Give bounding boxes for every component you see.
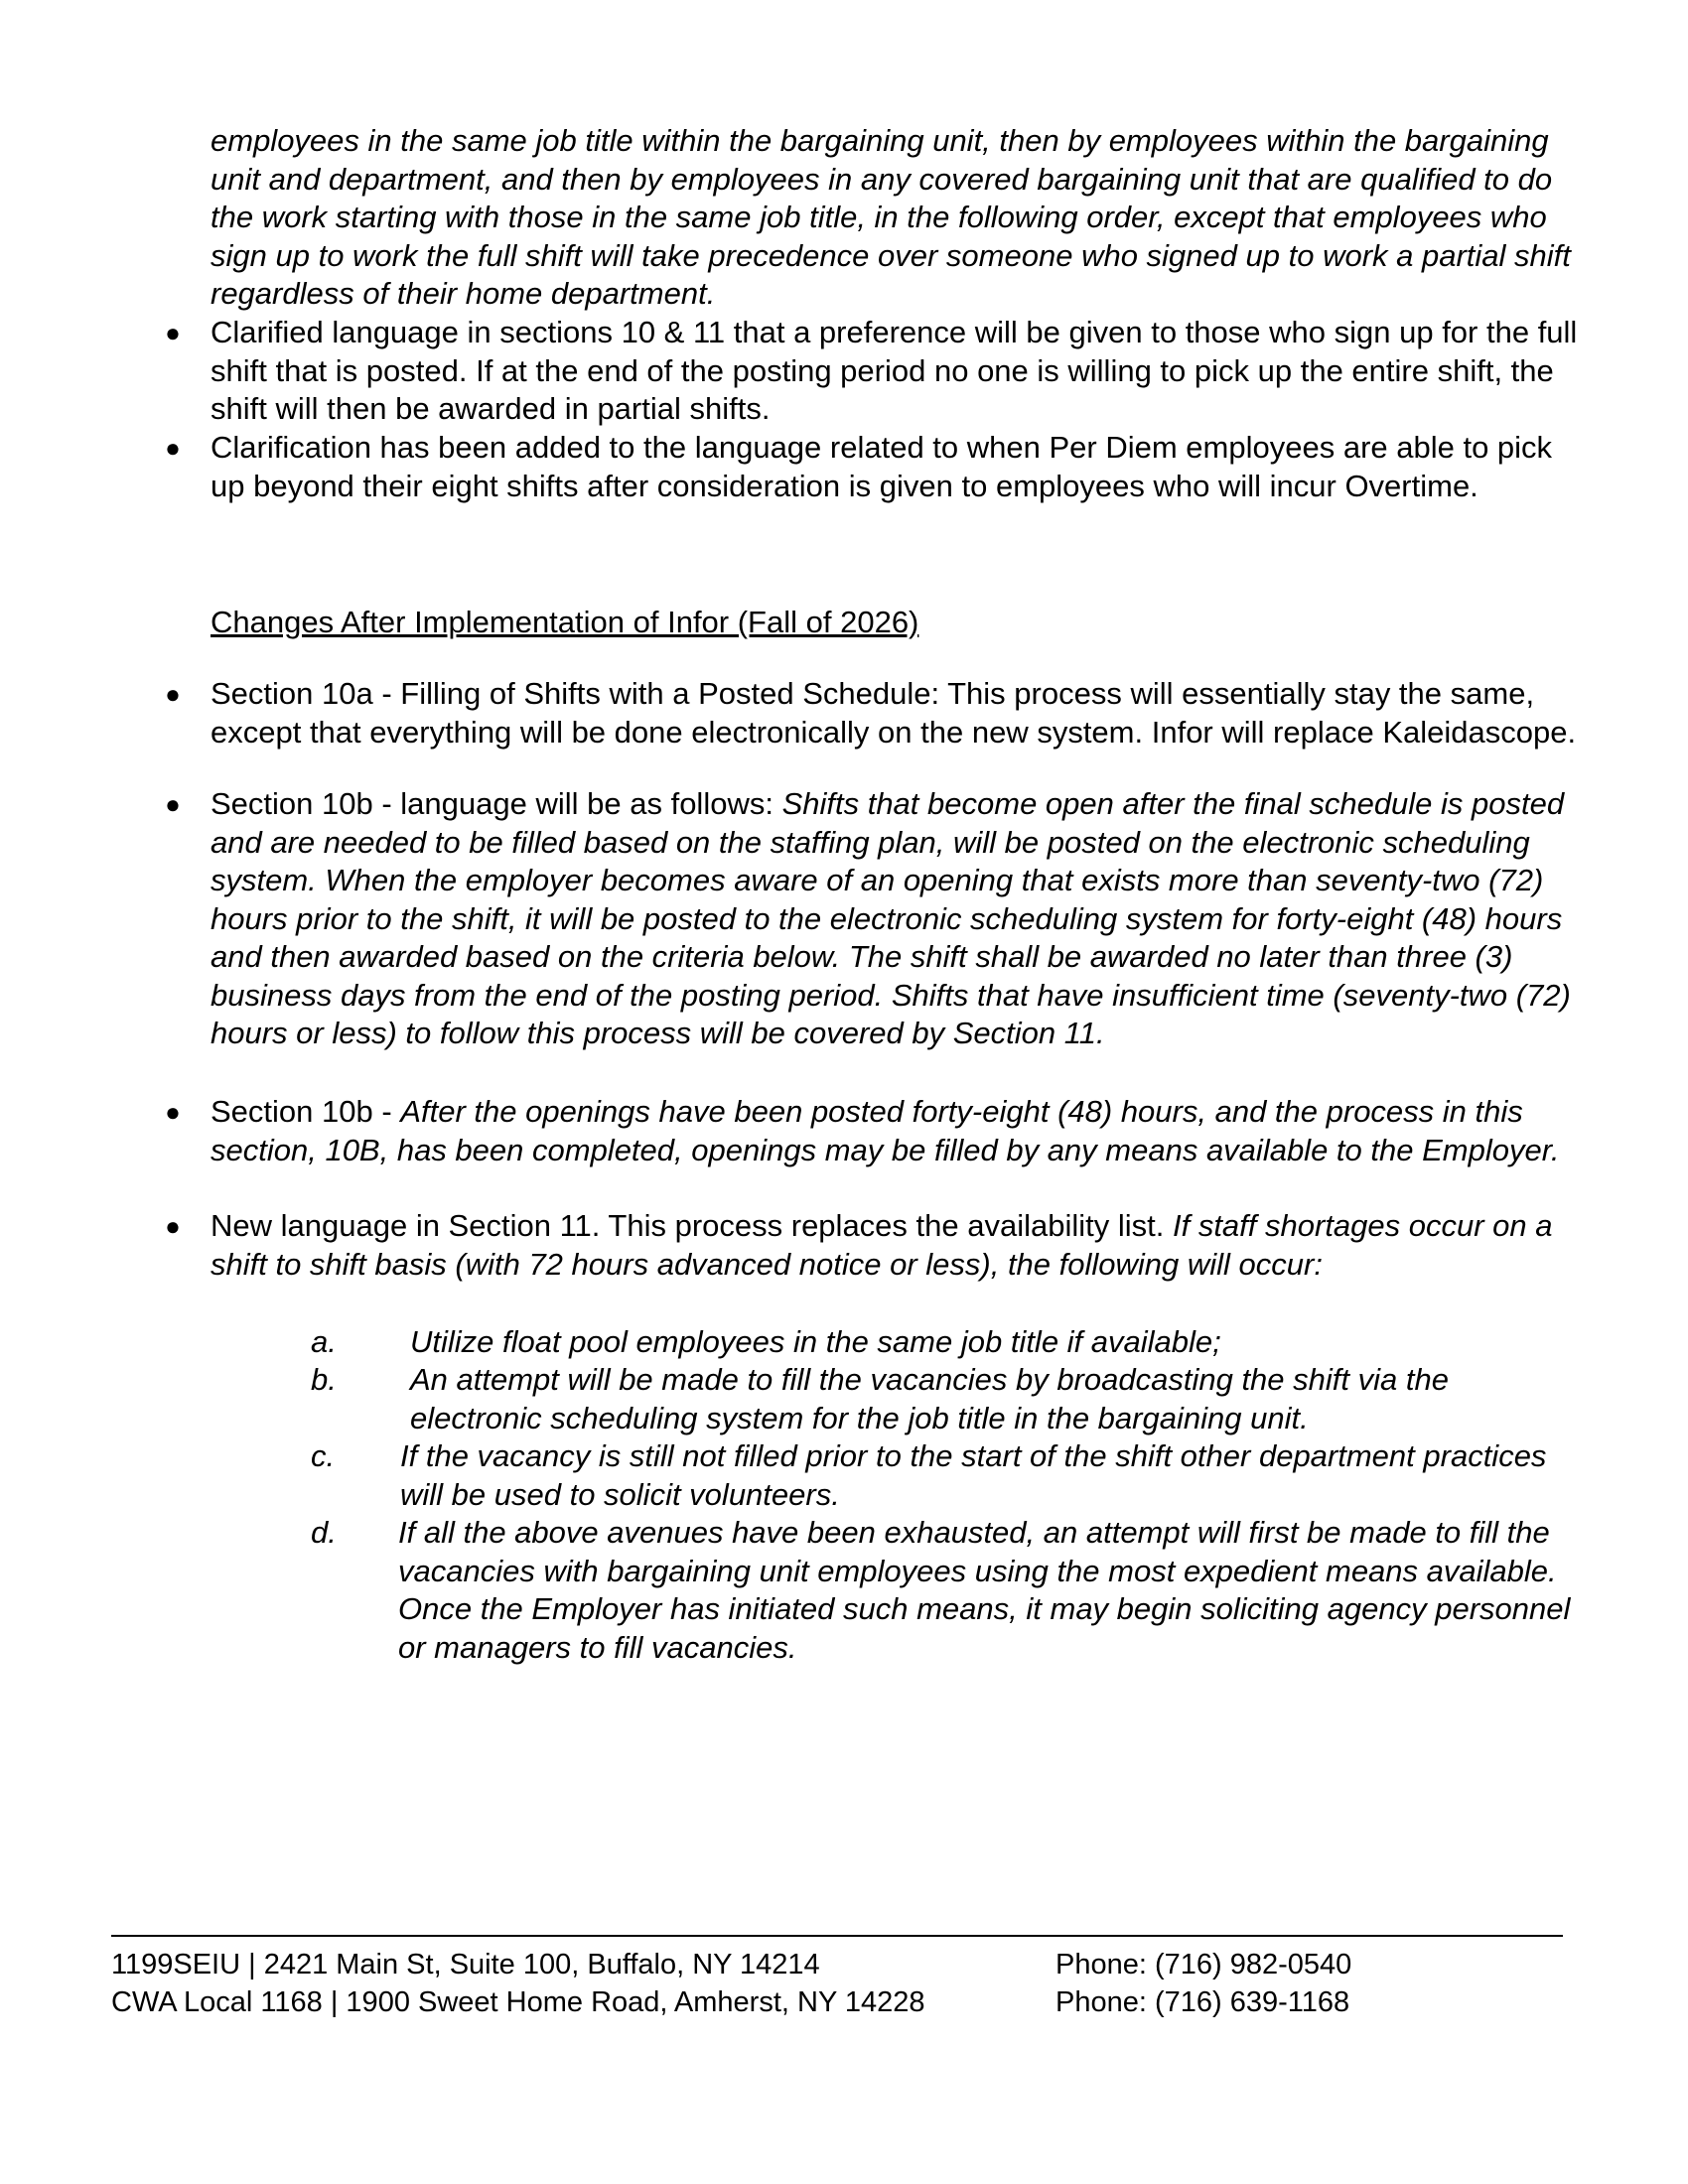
list-item — [165, 429, 1581, 505]
bullet-text-italic: After the openings have been posted forty-eight (48) hours, and the process in this section, 10B, has been completed, openings may be filled by any means available to the Employer. — [211, 1094, 1560, 1167]
bullet-icon: ● — [165, 1097, 181, 1127]
sub-item — [311, 1361, 1582, 1437]
bullet-text: Section 10b - language will be as follows: — [211, 786, 782, 821]
intro-continuation: employees in the same job title within the bargaining unit, then by employees within the bargaining unit and department, and then by employees in any covered bargaining unit that are qualified to do the work starting with those in the same job title, in the following order, except that employees who sign up to work the full shift will take precedence over someone who signed up to work a partial shift regardless of their home department. — [211, 123, 1571, 311]
bullet-text: New language in Section 11. This process replaces the availability list. — [211, 1208, 1173, 1243]
sub-item-letter: b. — [311, 1362, 337, 1397]
sub-item-letter: a. — [311, 1324, 337, 1359]
bullet-text: Section 10a - Filling of Shifts with a Posted Schedule: This process will essentially stay the same, except that everything will be done electronically on the new system. Infor will replace Kaleidascope. — [211, 676, 1577, 750]
footer-address-1199seiu: 1199SEIU | 2421 Main St, Suite 100, Buffalo, NY 14214 — [111, 1949, 820, 1980]
bullet-text: Clarified language in sections 10 & 11 that a preference will be given to those who sign up for the full shift that is posted. If at the end of the posting period no one is willing to pick up the entire shift, the shift will then be awarded in partial shifts. — [211, 315, 1578, 426]
bullet-text-italic: Shifts that become open after the final schedule is posted and are needed to be filled based on the staffing plan, will be posted on the electronic scheduling system. When the employer becomes aware of an opening that exists more than seventy-two (72) hours prior to the shift, it will be posted to the electronic scheduling system for forty-eight (48) hours and then awarded based on the criteria below. The shift shall be awarded no later than three (3) business days from the end of the posting period. Shifts that have insufficient time (seventy-two (72) hours or less) to follow this process will be covered by Section 11. — [211, 786, 1571, 1050]
list-item — [165, 1093, 1581, 1169]
sub-item — [311, 1437, 1582, 1514]
sub-item — [311, 1514, 1582, 1667]
bullet-text: Clarification has been added to the language related to when Per Diem employees are able to pick up beyond their eight shifts after consideration is given to employees who will incur Overtime. — [211, 430, 1553, 503]
sub-item — [311, 1323, 1582, 1362]
list-item — [165, 675, 1581, 751]
bullet-icon: ● — [165, 1211, 181, 1241]
footer-address-cwa: CWA Local 1168 | 1900 Sweet Home Road, Amherst, NY 14228 — [111, 1986, 925, 2018]
list-item — [165, 1207, 1581, 1284]
bullet-icon: ● — [165, 433, 181, 463]
sub-item-text: An attempt will be made to fill the vacancies by broadcasting the shift via the electronic scheduling system for the job title in the bargaining unit. — [410, 1362, 1449, 1435]
sub-item-text: If all the above avenues have been exhausted, an attempt will first be made to fill the vacancies with bargaining unit employees using the most expedient means available. Once the Employer has initiated such means, it may begin soliciting agency personnel or managers to fill vacancies. — [398, 1515, 1571, 1665]
list-item — [165, 785, 1581, 1053]
sub-item-letter: c. — [311, 1438, 336, 1473]
sub-item-letter: d. — [311, 1515, 337, 1550]
bullet-icon: ● — [165, 679, 181, 709]
bullet-text-italic: If staff shortages occur on a shift to shift basis (with 72 hours advanced notice or less), the following will occur: — [211, 1208, 1553, 1282]
footer-divider — [111, 1935, 1563, 1937]
footer-phone-1199seiu: Phone: (716) 982-0540 — [1055, 1949, 1352, 1980]
bullet-icon: ● — [165, 789, 181, 819]
bullet-text: Section 10b - — [211, 1094, 401, 1129]
sub-item-text: If the vacancy is still not filled prior to the start of the shift other department practices will be used to solicit volunteers. — [400, 1438, 1547, 1512]
list-item — [165, 314, 1581, 429]
bullet-icon: ● — [165, 318, 181, 347]
section-heading: Changes After Implementation of Infor (Fall of 2026) — [211, 605, 919, 639]
footer-phone-cwa: Phone: (716) 639-1168 — [1055, 1986, 1350, 2018]
sub-item-text: Utilize float pool employees in the same job title if available; — [410, 1324, 1221, 1359]
